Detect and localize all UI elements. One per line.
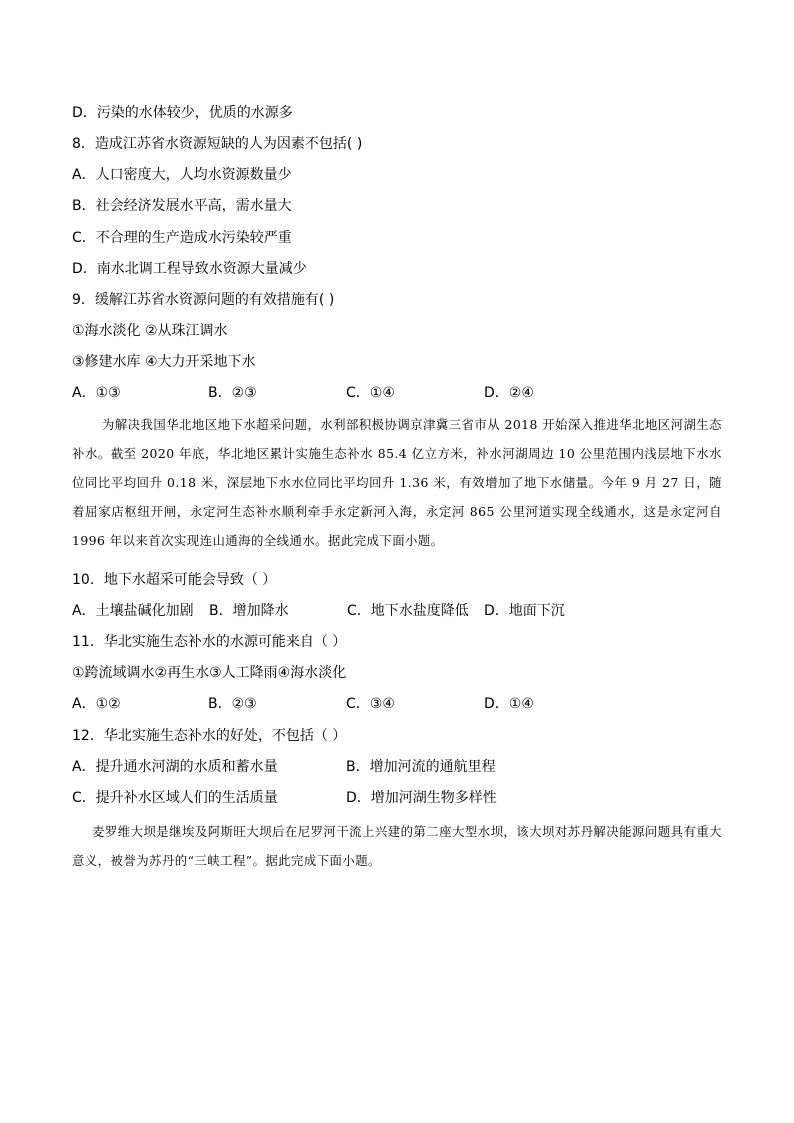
q10-option-c: C．地下水盐度降低 [347, 603, 469, 619]
q11-statements: ①跨流域调水②再生水③人工降雨④海水淡化 [72, 665, 347, 681]
passage-merowe-dam: 麦罗维大坝是继埃及阿斯旺大坝后在尼罗河干流上兴建的第二座大型水坝，该大坝对苏丹解决能源问题具有重大意义，被誉为苏丹的“三峡工程”。据此完成下面小题。 [72, 824, 722, 868]
q9-statements-1: ①海水淡化 ②从珠江调水 [72, 323, 228, 339]
q9-option-d: D．②④ [484, 385, 534, 401]
q8-option-b: B．社会经济发展水平高，需水量大 [72, 198, 292, 214]
q11-option-c: C．③④ [346, 696, 395, 712]
q8-option-c: C．不合理的生产造成水污染较严重 [72, 230, 292, 246]
q12-option-c: C．提升补水区域人们的生活质量 [72, 790, 278, 806]
q9-option-b: B．②③ [208, 385, 257, 401]
q7-option-d: D．污染的水体较少，优质的水源多 [72, 105, 293, 121]
q9-option-a: A．①③ [72, 385, 121, 401]
q11-option-d: D．①④ [484, 696, 534, 712]
q9-statements-2: ③修建水库 ④大力开采地下水 [72, 354, 256, 370]
q10-option-a: A．土壤盐碱化加剧 [72, 603, 194, 619]
q8-option-a: A．人口密度大，人均水资源数量少 [72, 167, 292, 183]
q8-stem: 8．造成江苏省水资源短缺的人为因素不包括( ) [72, 136, 363, 152]
q10-stem: 10．地下水超采可能会导致（ ） [72, 572, 277, 588]
q12-option-b: B．增加河流的通航里程 [346, 759, 496, 775]
q8-option-d: D．南水北调工程导致水资源大量减少 [72, 261, 307, 277]
q12-option-a: A．提升通水河湖的水质和蓄水量 [72, 759, 278, 775]
passage-north-china-water: 为解决我国华北地区地下水超采问题，水利部积极协调京津冀三省市从 2018 开始深入推进华北地区河湖生态补水。截至 2020 年底，华北地区累计实施生态补水 85.4 亿立方米，补水河湖周边 10 公里范围内浅层地下水水位同比平均回升 0.18 米，深层地下水水位同比平均回升 1.36 米，有效增加了地下水储量。今年 9 月 27 日，随着屈家店枢纽开闸，永定河生态补水顺利牵手永定新河入海，永定河 865 公里河道实现全线通水，这是永定河自 1996 年以来首次实现连山通海的全线通水。据此完成下面小题。 [72, 417, 722, 548]
q10-option-b: B．增加降水 [209, 603, 289, 619]
q9-option-c: C．①④ [346, 385, 395, 401]
q9-stem: 9．缓解江苏省水资源问题的有效措施有( ) [72, 292, 335, 308]
q10-option-d: D．地面下沉 [484, 603, 565, 619]
q11-stem: 11．华北实施生态补水的水源可能来自（ ） [72, 634, 347, 650]
q12-option-d: D．增加河湖生物多样性 [346, 790, 497, 806]
q12-stem: 12．华北实施生态补水的好处，不包括（ ） [72, 728, 347, 744]
q11-option-a: A．①② [72, 696, 121, 712]
q11-option-b: B．②③ [208, 696, 257, 712]
